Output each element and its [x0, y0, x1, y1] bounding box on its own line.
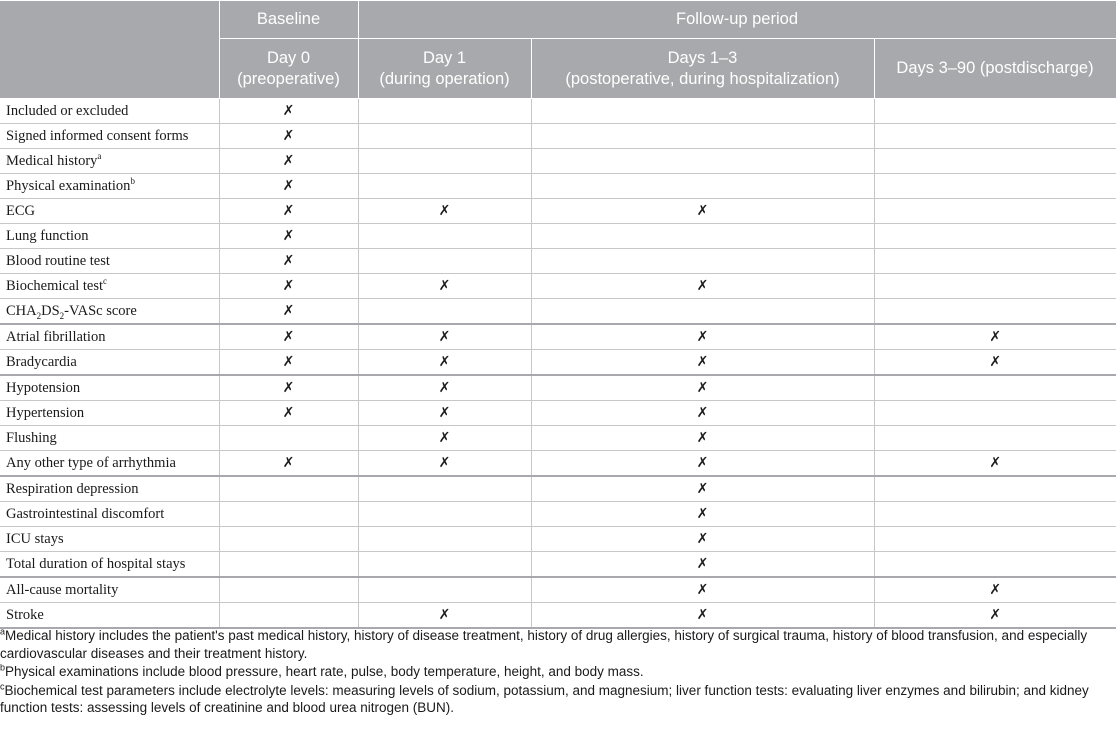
- footnote-text: Biochemical test parameters include electrolyte levels: measuring levels of sodium, potassium, and magnesium; liver function tests: evaluating liver enzymes and bilirubin; and kidney function tests: assessing levels of creatinine and blood urea nitrogen (BUN).: [0, 682, 1089, 715]
- row-label: [0, 603, 219, 629]
- table-row: [0, 274, 1116, 299]
- mark-cell: [531, 552, 874, 578]
- mark-cell: [531, 174, 874, 199]
- row-label: [0, 476, 219, 502]
- cross-mark-icon: ✗: [282, 128, 295, 144]
- row-label: [0, 401, 219, 426]
- header-baseline: Baseline: [219, 1, 358, 39]
- table-body: [0, 99, 1116, 629]
- mark-cell: [358, 603, 531, 629]
- row-label: [0, 350, 219, 376]
- mark-cell: [219, 603, 358, 629]
- footnote: [0, 663, 1110, 681]
- mark-cell: [874, 350, 1116, 376]
- mark-cell: [219, 552, 358, 578]
- label-text: -VASc score: [64, 302, 137, 319]
- cross-mark-icon: ✗: [696, 607, 709, 623]
- footnote-marker: a: [0, 626, 6, 637]
- mark-cell: [358, 426, 531, 451]
- footnote-marker: c: [0, 681, 5, 691]
- mark-cell: [874, 451, 1116, 477]
- cross-mark-icon: ✗: [696, 430, 709, 446]
- mark-cell: [219, 99, 358, 124]
- cross-mark-icon: ✗: [438, 405, 451, 421]
- label-text: Hypotension: [6, 379, 81, 396]
- mark-cell: [219, 249, 358, 274]
- cross-mark-icon: ✗: [696, 329, 709, 345]
- mark-cell: [358, 451, 531, 477]
- cross-mark-icon: ✗: [438, 430, 451, 446]
- row-label: [0, 224, 219, 249]
- table-row: [0, 401, 1116, 426]
- mark-cell: [358, 224, 531, 249]
- cross-mark-icon: ✗: [282, 329, 295, 345]
- label-text: Gastrointestinal discomfort: [6, 505, 165, 522]
- label-text: Hypertension: [6, 404, 85, 421]
- label-text: ICU stays: [6, 530, 64, 547]
- mark-cell: [219, 274, 358, 299]
- table-row: [0, 451, 1116, 477]
- table-row: [0, 502, 1116, 527]
- mark-cell: [874, 426, 1116, 451]
- row-label: [0, 552, 219, 578]
- mark-cell: [219, 199, 358, 224]
- table-row: [0, 199, 1116, 224]
- cross-mark-icon: ✗: [438, 455, 451, 471]
- cross-mark-icon: ✗: [282, 354, 295, 370]
- row-label: [0, 124, 219, 149]
- table-row: [0, 149, 1116, 174]
- row-label: [0, 451, 219, 477]
- label-text: DS: [41, 302, 60, 319]
- mark-cell: [531, 299, 874, 325]
- mark-cell: [531, 603, 874, 629]
- label-text: Blood routine test: [6, 252, 110, 269]
- cross-mark-icon: ✗: [282, 253, 295, 269]
- mark-cell: [219, 124, 358, 149]
- cross-mark-icon: ✗: [696, 531, 709, 547]
- mark-cell: [874, 224, 1116, 249]
- cross-mark-icon: ✗: [989, 607, 1002, 623]
- footnote-marker: b: [130, 175, 135, 186]
- mark-cell: [531, 324, 874, 350]
- mark-cell: [219, 350, 358, 376]
- mark-cell: [531, 274, 874, 299]
- mark-cell: [874, 199, 1116, 224]
- mark-cell: [874, 552, 1116, 578]
- cross-mark-icon: ✗: [438, 329, 451, 345]
- footnote-marker: b: [0, 662, 6, 673]
- cross-mark-icon: ✗: [696, 278, 709, 294]
- cross-mark-icon: ✗: [438, 380, 451, 396]
- mark-cell: [358, 299, 531, 325]
- cross-mark-icon: ✗: [282, 405, 295, 421]
- mark-cell: [358, 249, 531, 274]
- mark-cell: [358, 552, 531, 578]
- mark-cell: [358, 274, 531, 299]
- mark-cell: [531, 149, 874, 174]
- cross-mark-icon: ✗: [438, 278, 451, 294]
- mark-cell: [531, 476, 874, 502]
- cross-mark-icon: ✗: [696, 380, 709, 396]
- cross-mark-icon: ✗: [282, 228, 295, 244]
- mark-cell: [358, 476, 531, 502]
- mark-cell: [874, 401, 1116, 426]
- mark-cell: [531, 99, 874, 124]
- table-row: [0, 552, 1116, 578]
- cross-mark-icon: ✗: [696, 556, 709, 572]
- label-text: CHA: [6, 302, 37, 319]
- label-text: Respiration depression: [6, 480, 139, 497]
- mark-cell: [874, 99, 1116, 124]
- mark-cell: [531, 502, 874, 527]
- cross-mark-icon: ✗: [438, 607, 451, 623]
- row-label: [0, 174, 219, 199]
- cross-mark-icon: ✗: [282, 278, 295, 294]
- header-col-day0: [219, 39, 358, 99]
- table-row: [0, 99, 1116, 124]
- row-label: [0, 426, 219, 451]
- label-text: Included or excluded: [6, 102, 129, 119]
- cross-mark-icon: ✗: [282, 178, 295, 194]
- header-col-day0-line1: Day 0: [266, 48, 311, 67]
- header-col-day0-line2: (preoperative): [237, 69, 340, 88]
- table-row: [0, 324, 1116, 350]
- footnote-marker: a: [97, 150, 102, 161]
- row-label: [0, 502, 219, 527]
- mark-cell: [874, 249, 1116, 274]
- mark-cell: [531, 577, 874, 603]
- cross-mark-icon: ✗: [282, 103, 295, 119]
- header-col-days1-3: [531, 39, 874, 99]
- mark-cell: [531, 401, 874, 426]
- row-label: [0, 199, 219, 224]
- footnote-marker: c: [103, 275, 108, 286]
- footnote: [0, 682, 1110, 717]
- cross-mark-icon: ✗: [696, 455, 709, 471]
- header-followup: Follow-up period: [358, 1, 1116, 39]
- table-row: [0, 299, 1116, 325]
- cross-mark-icon: ✗: [696, 506, 709, 522]
- mark-cell: [358, 577, 531, 603]
- footnote: [0, 627, 1110, 662]
- row-label: [0, 324, 219, 350]
- header-row-groups: [0, 1, 1116, 39]
- mark-cell: [358, 99, 531, 124]
- mark-cell: [219, 527, 358, 552]
- label-text: All-cause mortality: [6, 581, 119, 598]
- label-text: Medical history: [6, 152, 98, 169]
- label-text: ECG: [6, 202, 35, 219]
- label-text: Signed informed consent forms: [6, 127, 189, 144]
- mark-cell: [358, 401, 531, 426]
- table-row: [0, 476, 1116, 502]
- cross-mark-icon: ✗: [696, 481, 709, 497]
- mark-cell: [874, 124, 1116, 149]
- header-col-days3-90-line1: Days 3–90 (postdischarge): [896, 59, 1094, 77]
- mark-cell: [358, 350, 531, 376]
- header-col-day1-line2: (during operation): [379, 69, 510, 88]
- mark-cell: [358, 324, 531, 350]
- row-label: [0, 577, 219, 603]
- mark-cell: [219, 426, 358, 451]
- mark-cell: [219, 324, 358, 350]
- cross-mark-icon: ✗: [282, 455, 295, 471]
- cross-mark-icon: ✗: [282, 153, 295, 169]
- footnotes: [0, 627, 1110, 718]
- header-col-days1-3-line1: Days 1–3: [667, 48, 738, 67]
- row-label: [0, 527, 219, 552]
- row-label: [0, 249, 219, 274]
- cross-mark-icon: ✗: [696, 203, 709, 219]
- cross-mark-icon: ✗: [989, 329, 1002, 345]
- mark-cell: [874, 603, 1116, 629]
- mark-cell: [531, 527, 874, 552]
- mark-cell: [531, 224, 874, 249]
- label-text: Physical examination: [6, 177, 131, 194]
- mark-cell: [531, 249, 874, 274]
- label-subscript: 2: [59, 310, 65, 321]
- header-col-day1-line1: Day 1: [422, 48, 467, 67]
- label-text: Atrial fibrillation: [6, 328, 106, 345]
- mark-cell: [358, 527, 531, 552]
- footnote-text: Physical examinations include blood pressure, heart rate, pulse, body temperature, height, and body mass.: [5, 664, 644, 679]
- row-label: [0, 274, 219, 299]
- mark-cell: [219, 224, 358, 249]
- mark-cell: [531, 426, 874, 451]
- mark-cell: [874, 274, 1116, 299]
- mark-cell: [874, 174, 1116, 199]
- cross-mark-icon: ✗: [696, 405, 709, 421]
- mark-cell: [531, 350, 874, 376]
- label-text: Total duration of hospital stays: [6, 555, 186, 572]
- label-text: Stroke: [6, 606, 44, 623]
- mark-cell: [874, 527, 1116, 552]
- mark-cell: [531, 451, 874, 477]
- cross-mark-icon: ✗: [282, 303, 295, 319]
- table-row: [0, 375, 1116, 401]
- table-row: [0, 426, 1116, 451]
- mark-cell: [219, 149, 358, 174]
- mark-cell: [874, 577, 1116, 603]
- cross-mark-icon: ✗: [989, 354, 1002, 370]
- mark-cell: [219, 401, 358, 426]
- mark-cell: [358, 502, 531, 527]
- row-label: [0, 375, 219, 401]
- table-row: [0, 603, 1116, 629]
- mark-cell: [219, 174, 358, 199]
- row-label: [0, 299, 219, 325]
- table-row: [0, 174, 1116, 199]
- label-text: Flushing: [6, 429, 57, 446]
- table-row: [0, 527, 1116, 552]
- mark-cell: [358, 149, 531, 174]
- table-header: [0, 1, 1116, 99]
- cross-mark-icon: ✗: [989, 582, 1002, 598]
- label-subscript: 2: [36, 310, 42, 321]
- label-text: Bradycardia: [6, 353, 77, 370]
- mark-cell: [219, 451, 358, 477]
- table-row: [0, 124, 1116, 149]
- cross-mark-icon: ✗: [282, 380, 295, 396]
- label-text: Lung function: [6, 227, 89, 244]
- mark-cell: [531, 124, 874, 149]
- label-text: Any other type of arrhythmia: [6, 454, 176, 471]
- mark-cell: [531, 375, 874, 401]
- mark-cell: [874, 299, 1116, 325]
- mark-cell: [358, 199, 531, 224]
- mark-cell: [219, 299, 358, 325]
- mark-cell: [358, 124, 531, 149]
- table-row: [0, 350, 1116, 376]
- footnote-text: Medical history includes the patient's past medical history, history of disease treatment, history of drug allergies, history of surgical trauma, history of blood transfusion, and especially cardiovascular diseases and their treatment history.: [0, 628, 1088, 661]
- mark-cell: [874, 149, 1116, 174]
- mark-cell: [219, 502, 358, 527]
- row-label: [0, 99, 219, 124]
- cross-mark-icon: ✗: [438, 203, 451, 219]
- mark-cell: [874, 476, 1116, 502]
- table-row: [0, 249, 1116, 274]
- row-label: [0, 149, 219, 174]
- mark-cell: [219, 476, 358, 502]
- cross-mark-icon: ✗: [696, 582, 709, 598]
- header-col-days3-90: [874, 39, 1116, 99]
- mark-cell: [219, 375, 358, 401]
- table-row: [0, 577, 1116, 603]
- cross-mark-icon: ✗: [438, 354, 451, 370]
- mark-cell: [358, 174, 531, 199]
- mark-cell: [874, 502, 1116, 527]
- cross-mark-icon: ✗: [282, 203, 295, 219]
- header-corner-cell: [0, 1, 219, 99]
- cross-mark-icon: ✗: [696, 354, 709, 370]
- table-row: [0, 224, 1116, 249]
- mark-cell: [219, 577, 358, 603]
- header-col-days1-3-line2: (postoperative, during hospitalization): [565, 69, 840, 88]
- mark-cell: [531, 199, 874, 224]
- mark-cell: [358, 375, 531, 401]
- mark-cell: [874, 375, 1116, 401]
- mark-cell: [874, 324, 1116, 350]
- header-col-day1: [358, 39, 531, 99]
- cross-mark-icon: ✗: [989, 455, 1002, 471]
- label-text: Biochemical test: [6, 277, 104, 294]
